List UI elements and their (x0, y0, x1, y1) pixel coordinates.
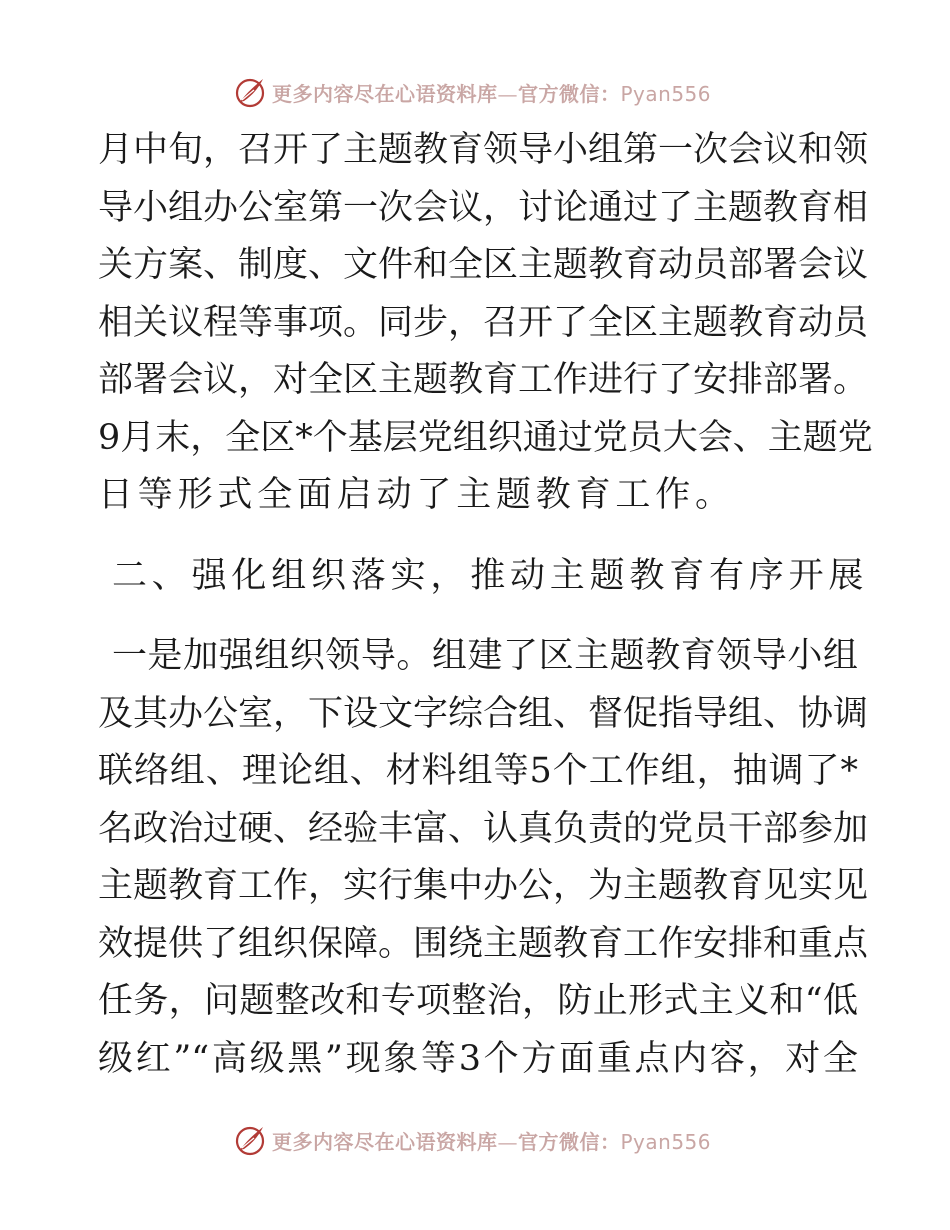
watermark-text (272, 78, 711, 107)
footer-watermark (232, 1120, 711, 1160)
text-line: 效提供了组织保障。围绕主题教育工作安排和重点 (98, 923, 869, 964)
text-line: 及其办公室，下设文字综合组、督促指导组、协调 (98, 693, 869, 734)
text-line: 一是加强组织领导。组建了区主题教育领导小组 (112, 636, 858, 676)
quill-logo-icon (232, 74, 268, 110)
watermark-site-text: 更多内容尽在心语资料库 (272, 1129, 498, 1154)
text-line: 任务，问题整改和专项整治，防止形式主义和“低 (98, 981, 858, 1021)
text-line: 级红”“高级黑”现象等3个方面重点内容，对全 (98, 1038, 858, 1079)
text-line: 主题教育工作，实行集中办公，为主题教育见实见 (98, 866, 869, 906)
text-line: 相关议程等事项。同步，召开了全区主题教育动员 (98, 302, 869, 343)
text-line: 9月末，全区*个基层党组织通过党员大会、主题党 (98, 417, 873, 458)
text-line: 导小组办公室第一次会议，讨论通过了主题教育相 (98, 187, 869, 228)
text-line: 月中旬，召开了主题教育领导小组第一次会议和领 (98, 130, 869, 170)
document-body (98, 122, 873, 1088)
quill-logo-icon (232, 1122, 268, 1158)
section-heading: 二、强化组织落实，推动主题教育有序开展 (112, 555, 869, 596)
text-line: 日等形式全面启动了主题教育工作。 (98, 475, 735, 515)
watermark-official-label: 官方微信： (518, 81, 621, 106)
text-line: 联络组、理论组、材料组等5个工作组，抽调了* (98, 751, 858, 791)
watermark-site-text: 更多内容尽在心语资料库 (272, 81, 498, 106)
watermark-text (272, 1126, 711, 1155)
paragraph-2 (98, 628, 869, 1088)
text-line: 部署会议，对全区主题教育工作进行了安排部署。 (98, 360, 869, 400)
watermark-dash: — (497, 81, 518, 106)
text-line: 关方案、制度、文件和全区主题教育动员部署会议 (98, 245, 869, 285)
watermark-wechat-id: Pyan556 (620, 81, 712, 106)
header-watermark (232, 72, 711, 112)
paragraph-1 (98, 122, 873, 525)
text-line: 名政治过硬、经验丰富、认真负责的党员干部参加 (98, 808, 869, 849)
watermark-wechat-id: Pyan556 (620, 1129, 712, 1154)
watermark-dash: — (497, 1129, 518, 1154)
watermark-official-label: 官方微信： (518, 1129, 621, 1154)
